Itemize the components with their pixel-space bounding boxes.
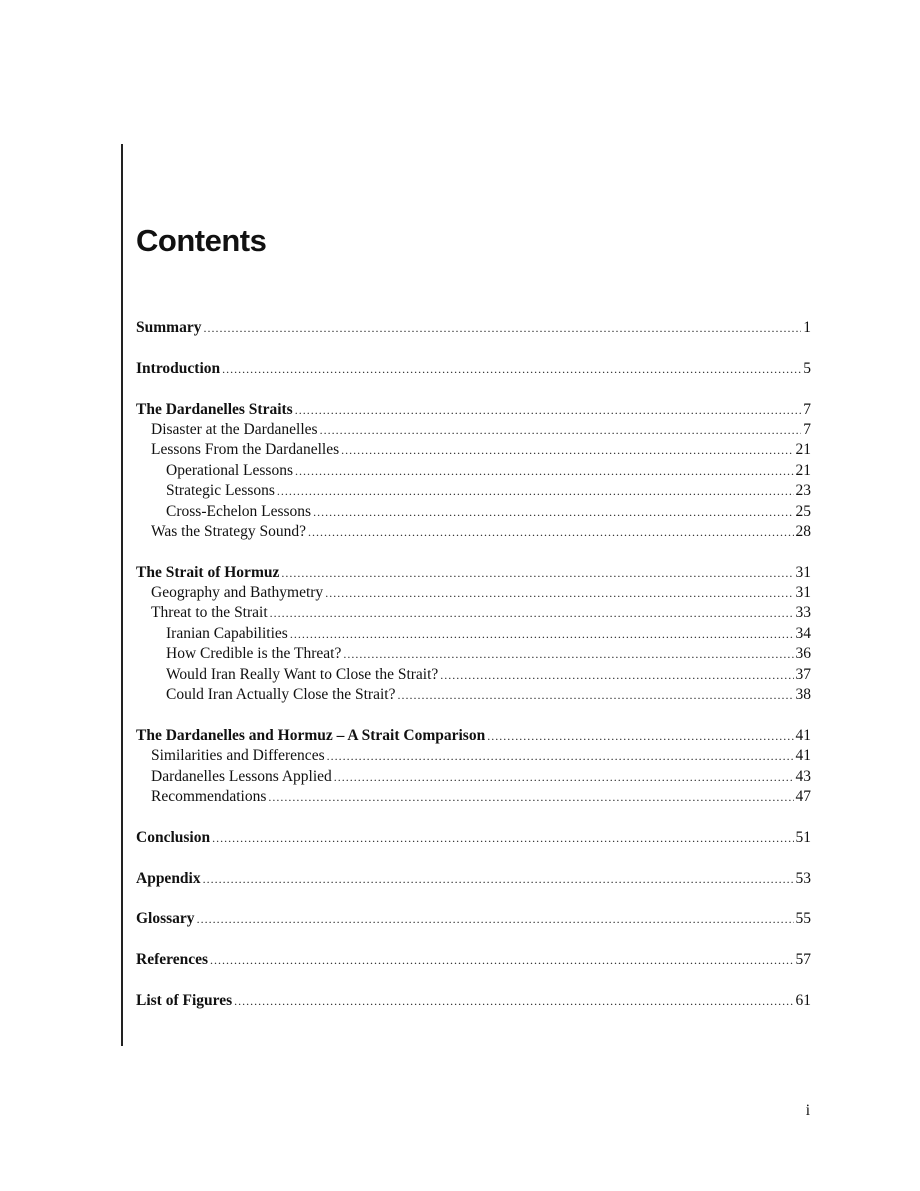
toc-entry-label: Could Iran Actually Close the Strait? xyxy=(166,686,396,704)
toc-entry-label: Was the Strategy Sound? xyxy=(151,522,307,540)
toc-entry-page: 51 xyxy=(795,828,811,846)
toc-entry-page: 21 xyxy=(795,461,811,479)
toc-entry-label: Conclusion xyxy=(136,828,211,846)
toc-entry-label: Would Iran Really Want to Close the Strait? xyxy=(166,665,439,683)
toc-entry-page: 61 xyxy=(795,991,811,1009)
dot-leader xyxy=(313,502,793,522)
toc-entry[interactable] xyxy=(136,685,811,705)
toc-entry[interactable] xyxy=(136,665,811,685)
dot-leader xyxy=(212,828,793,848)
toc-entry[interactable] xyxy=(136,603,811,623)
toc-entry[interactable] xyxy=(136,420,811,440)
toc-entry-label: Disaster at the Dardanelles xyxy=(151,420,318,438)
dot-leader xyxy=(281,563,793,583)
toc-entry-page: 31 xyxy=(795,584,811,602)
dot-leader xyxy=(295,400,802,420)
toc-entry[interactable] xyxy=(136,502,811,522)
toc-entry-page: 1 xyxy=(803,319,811,336)
toc-entry-label: Operational Lessons xyxy=(166,461,293,479)
dot-leader xyxy=(334,767,794,787)
dot-leader xyxy=(210,950,793,970)
toc-entry[interactable] xyxy=(136,400,811,420)
toc-entry[interactable] xyxy=(136,359,811,379)
toc-entry[interactable] xyxy=(136,909,811,929)
toc-entry-label: Dardanelles Lessons Applied xyxy=(151,767,332,785)
toc-entry-page: 43 xyxy=(795,767,811,785)
toc-entry[interactable] xyxy=(136,746,811,766)
toc-entry-page: 21 xyxy=(795,441,811,459)
toc-entry-page: 23 xyxy=(795,482,811,500)
toc-entry-page: 47 xyxy=(795,787,811,805)
toc-entry[interactable] xyxy=(136,950,811,970)
toc-entry-label: Glossary xyxy=(136,910,195,928)
toc-entry-page: 34 xyxy=(795,624,811,642)
toc-entry-label: The Dardanelles Straits xyxy=(136,400,293,418)
table-of-contents xyxy=(136,318,811,1011)
toc-entry-label: Strategic Lessons xyxy=(166,482,275,500)
toc-entry-page: 38 xyxy=(795,686,811,704)
dot-leader xyxy=(487,726,793,746)
toc-entry-page: 33 xyxy=(795,604,811,622)
dot-leader xyxy=(203,318,801,338)
dot-leader xyxy=(325,583,793,603)
dot-leader xyxy=(234,991,793,1011)
toc-entry-label: Iranian Capabilities xyxy=(166,624,288,642)
margin-rule xyxy=(121,144,123,1046)
toc-entry[interactable] xyxy=(136,828,811,848)
toc-entry[interactable] xyxy=(136,522,811,542)
toc-entry[interactable] xyxy=(136,440,811,460)
toc-entry[interactable] xyxy=(136,624,811,644)
toc-entry-label: Threat to the Strait xyxy=(151,604,268,622)
toc-entry[interactable] xyxy=(136,767,811,787)
dot-leader xyxy=(327,746,794,766)
toc-entry-label: Summary xyxy=(136,319,202,336)
dot-leader xyxy=(290,624,794,644)
dot-leader xyxy=(320,420,802,440)
page-title: Contents xyxy=(136,223,267,258)
toc-entry-page: 31 xyxy=(795,563,811,581)
toc-entry-label: Introduction xyxy=(136,359,221,377)
toc-entry-label: Geography and Bathymetry xyxy=(151,584,324,602)
toc-entry-label: The Dardanelles and Hormuz – A Strait Comparison xyxy=(136,726,486,744)
toc-entry[interactable] xyxy=(136,461,811,481)
dot-leader xyxy=(295,461,794,481)
toc-entry-page: 37 xyxy=(795,665,811,683)
dot-leader xyxy=(203,869,794,889)
toc-entry-page: 25 xyxy=(795,502,811,520)
toc-entry-page: 36 xyxy=(795,645,811,663)
toc-entry-label: List of Figures xyxy=(136,991,233,1009)
toc-entry[interactable] xyxy=(136,787,811,807)
dot-leader xyxy=(197,909,794,929)
toc-entry[interactable] xyxy=(136,991,811,1011)
toc-entry[interactable] xyxy=(136,644,811,664)
toc-entry-label: Appendix xyxy=(136,869,201,887)
toc-entry-page: 57 xyxy=(795,951,811,969)
toc-entry-label: Cross-Echelon Lessons xyxy=(166,502,312,520)
dot-leader xyxy=(270,603,794,623)
toc-entry-label: Lessons From the Dardanelles xyxy=(151,441,340,459)
toc-entry-page: 55 xyxy=(795,910,811,928)
toc-entry-page: 7 xyxy=(803,400,811,418)
toc-entry-label: Similarities and Differences xyxy=(151,747,325,765)
dot-leader xyxy=(222,359,801,379)
page-number: i xyxy=(805,1102,810,1119)
dot-leader xyxy=(440,665,793,685)
toc-entry-label: How Credible is the Threat? xyxy=(166,645,342,663)
toc-entry[interactable] xyxy=(136,583,811,603)
toc-entry[interactable] xyxy=(136,726,811,746)
dot-leader xyxy=(343,644,793,664)
toc-entry-page: 7 xyxy=(803,420,811,438)
toc-entry-page: 28 xyxy=(795,522,811,540)
toc-entry[interactable] xyxy=(136,318,811,338)
dot-leader xyxy=(277,481,794,501)
dot-leader xyxy=(268,787,793,807)
dot-leader xyxy=(397,685,793,705)
toc-entry-label: The Strait of Hormuz xyxy=(136,563,280,581)
toc-entry-page: 41 xyxy=(795,726,811,744)
toc-entry-label: Recommendations xyxy=(151,787,267,805)
dot-leader xyxy=(341,440,793,460)
toc-entry-label: References xyxy=(136,951,209,969)
toc-entry-page: 5 xyxy=(803,359,811,377)
toc-entry[interactable] xyxy=(136,481,811,501)
toc-entry-page: 53 xyxy=(795,869,811,887)
toc-entry[interactable] xyxy=(136,869,811,889)
dot-leader xyxy=(308,522,793,542)
toc-entry-page: 41 xyxy=(795,747,811,765)
toc-entry[interactable] xyxy=(136,563,811,583)
